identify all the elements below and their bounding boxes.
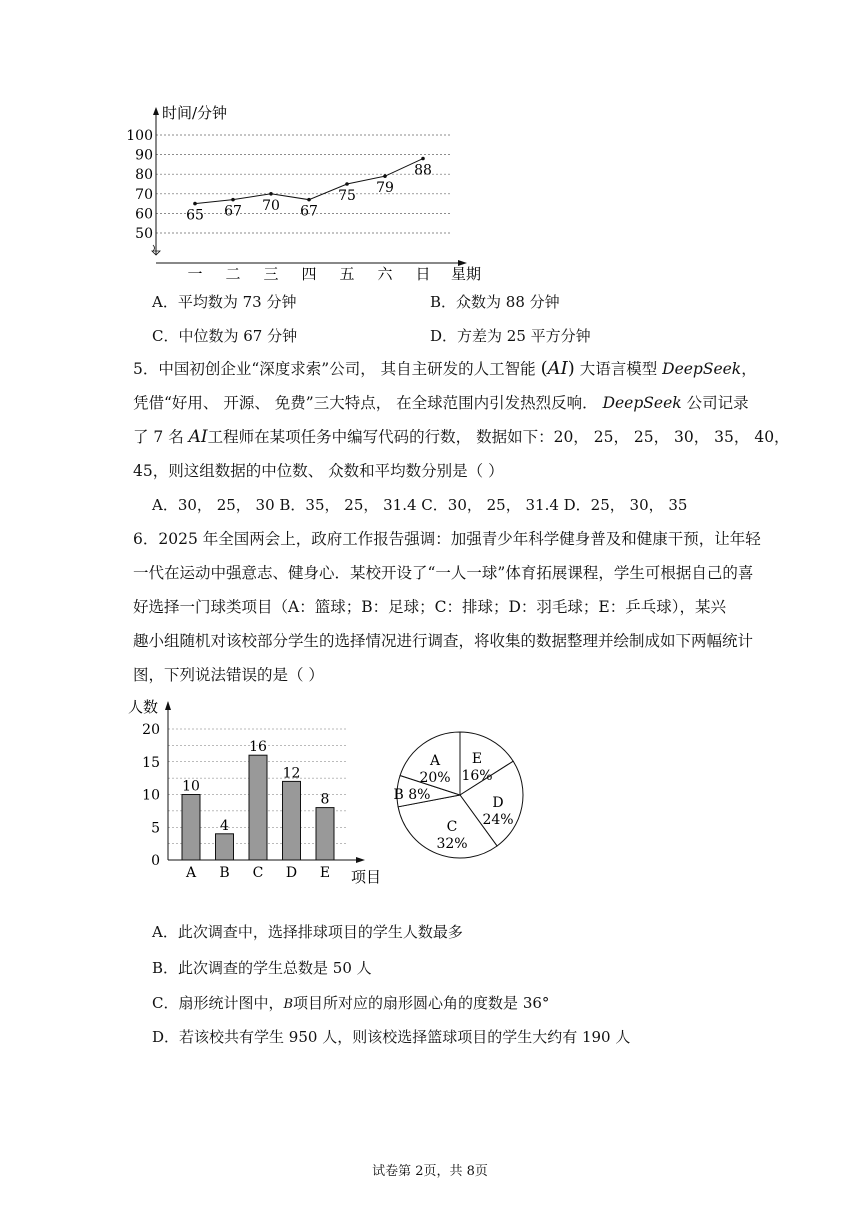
line-chart-y-tick: 70 [135,186,153,203]
q6-line-3: 好选择一门球类项目（A：篮球；B：足球；C：排球；D：羽毛球；E：乒乓球），某兴 [133,598,726,616]
pie-label-a: A [429,753,441,769]
bar-chart-x-tick: B [219,865,230,881]
q5-line-2 [133,393,749,413]
bar-chart-y-tick: 0 [151,853,160,869]
bar-chart-data-label: 4 [220,817,229,834]
q5-line-4: 45，则这组数据的中位数、 众数和平均数分别是（ ） [133,462,504,480]
q5-text-e: 了 7 名 [133,428,184,446]
q5-text-f: 工程师在某项任务中编写代码的行数， 数据如下：20， 25， 25， 30， 35， 40， [207,428,790,446]
line-chart-x-tick: 日 [415,265,431,283]
line-chart-x-tick: 四 [301,265,317,283]
line-chart-y-tick: 50 [135,226,153,242]
q4-option-c[interactable]: C．中位数为 67 分钟 [152,327,298,345]
line-chart-axes [152,107,467,266]
pie-label-c: C [446,819,458,835]
q5-line-1: 5．中国初创企业“深度求索”公司， 其自主研发的人工智能 (AI) 大语言模型 DeepSeek， [133,358,757,379]
line-chart-y-tick: 90 [135,147,153,164]
bar-chart-bar [249,755,267,860]
bar-chart-y-tick: 15 [142,754,160,771]
q4-option-b[interactable]: B．众数为 88 分钟 [430,293,560,311]
q5-line-3 [133,427,790,447]
q6-option-d[interactable]: D．若该校共有学生 950 人，则该校选择篮球项目的学生大约有 190 人 [152,1028,631,1046]
q6-option-c-var: B [283,997,294,1012]
q5-text-d: 公司记录 [686,394,749,412]
pie-chart [390,725,530,865]
q4-option-d[interactable]: D．方差为 25 平方分钟 [430,327,591,345]
q5-brand-2: DeepSeek [602,394,682,412]
line-chart-data-label: 70 [262,197,280,214]
q6-option-c[interactable] [152,993,549,1015]
q6-option-c-text-b: 项目所对应的扇形圆心角的度数是 36° [293,994,550,1012]
bar-chart-x-arrow [356,857,365,863]
line-chart-data-label: 75 [338,188,356,204]
line-chart-data-label: 67 [224,203,242,220]
pie-pct-c: 32% [436,836,468,852]
pie-label-b: B 8% [393,787,431,803]
bar-chart-bars [182,755,334,860]
q5-text-a: 5．中国初创企业“深度求索”公司， 其自主研发的人工智能 [133,360,536,378]
bar-chart-data-label: 16 [249,739,267,756]
q6-line-4: 趣小组随机对该校部分学生的选择情况进行调查，将收集的数据整理并绘制成如下两幅统计 [133,632,754,650]
bar-chart [125,690,390,890]
line-chart-x-tick: 五 [339,265,355,283]
bar-chart-bar [216,834,234,860]
line-chart-x-label: 星期 [451,265,482,283]
q6-line-2: 一代在运动中强意志、健身心．某校开设了“一人一球”体育拓展课程，学生可根据自己的喜 [133,564,754,582]
bar-chart-x-tick: D [285,865,298,881]
line-chart-data-label: 65 [186,207,204,224]
bar-chart-x-tick: A [185,865,197,881]
line-chart-point [193,202,197,206]
line-chart-y-tick: 60 [135,206,153,223]
line-chart-data-label: 88 [414,162,432,179]
line-chart-point [383,174,387,178]
line-chart-axis-break-zigzag [153,245,155,251]
bar-chart-x-label: 项目 [351,868,382,886]
line-chart-data-label: 79 [376,180,394,197]
line-chart-x-tick: 一 [187,265,203,283]
line-chart-x-tick: 三 [263,265,279,283]
bar-chart-x-tick: C [252,865,264,881]
bar-chart-data-label: 12 [282,765,301,782]
bar-chart-x-ticks [185,865,330,881]
line-chart [120,100,500,285]
q4-option-a[interactable]: A．平均数为 73 分钟 [152,293,297,311]
q6-line-1: 6．2025 年全国两会上，政府工作报告强调：加强青少年科学健身普及和健康干预，让年轻 [133,530,761,548]
line-chart-y-tick: 80 [135,167,153,184]
line-chart-x-ticks [187,265,430,283]
q5-options[interactable]: A．30， 25， 30 B．35， 25， 31.4 C．30， 25， 31.4 D．25， 30， 35 [152,496,688,514]
bar-chart-x-tick: E [319,865,331,881]
page-footer: 试卷第 2页，共 8页 [372,1164,488,1179]
line-chart-y-arrow [153,107,159,115]
q6-option-c-text-a: C．扇形统计图中， [152,994,284,1012]
q5-ai-symbol: (AI) [540,358,575,379]
q6-option-a[interactable]: A．此次调查中，选择排球项目的学生人数最多 [152,923,463,941]
line-chart-point [269,192,273,196]
pie-label-e: E [471,751,483,767]
ai-text: AI [547,358,568,379]
bar-chart-data-label: 10 [182,778,200,795]
bar-chart-y-tick: 20 [142,722,160,738]
line-chart-point [421,157,425,161]
bar-chart-y-tick: 10 [142,787,160,804]
pie-pct-e: 16% [461,768,493,784]
bar-chart-bar [316,808,334,860]
line-chart-point [345,182,349,186]
pie-pct-d: 24% [482,812,514,828]
line-chart-point [231,198,235,202]
bar-chart-data-label: 8 [320,791,330,808]
q6-line-5: 图，下列说法错误的是（ ） [133,666,324,684]
pie-label-d: D [492,795,504,811]
bar-chart-bar [182,795,200,861]
line-chart-data-label: 67 [300,203,318,220]
bar-chart-y-arrow [165,701,171,710]
bar-chart-y-tick: 5 [151,820,160,837]
line-chart-point [307,198,311,202]
line-chart-y-tick: 100 [126,128,153,144]
q5-brand: DeepSeek [662,360,742,378]
line-chart-y-ticks [126,128,153,242]
bar-chart-y-label: 人数 [128,698,159,716]
line-chart-x-tick: 六 [377,265,393,283]
q5-text-b: 大语言模型 [579,360,658,378]
q5-text-c: 凭借“好用、 开源、 免费”三大特点， 在全球范围内引发热烈反响． [133,394,598,412]
q6-option-b[interactable]: B．此次调查的学生总数是 50 人 [152,959,372,977]
line-chart-y-label: 时间/分钟 [162,104,228,122]
ai-text-2: AI [188,427,208,447]
pie-pct-a: 20% [419,770,451,786]
bar-chart-y-ticks [142,722,160,869]
line-chart-x-tick: 二 [225,265,241,283]
bar-chart-bar [283,781,301,860]
